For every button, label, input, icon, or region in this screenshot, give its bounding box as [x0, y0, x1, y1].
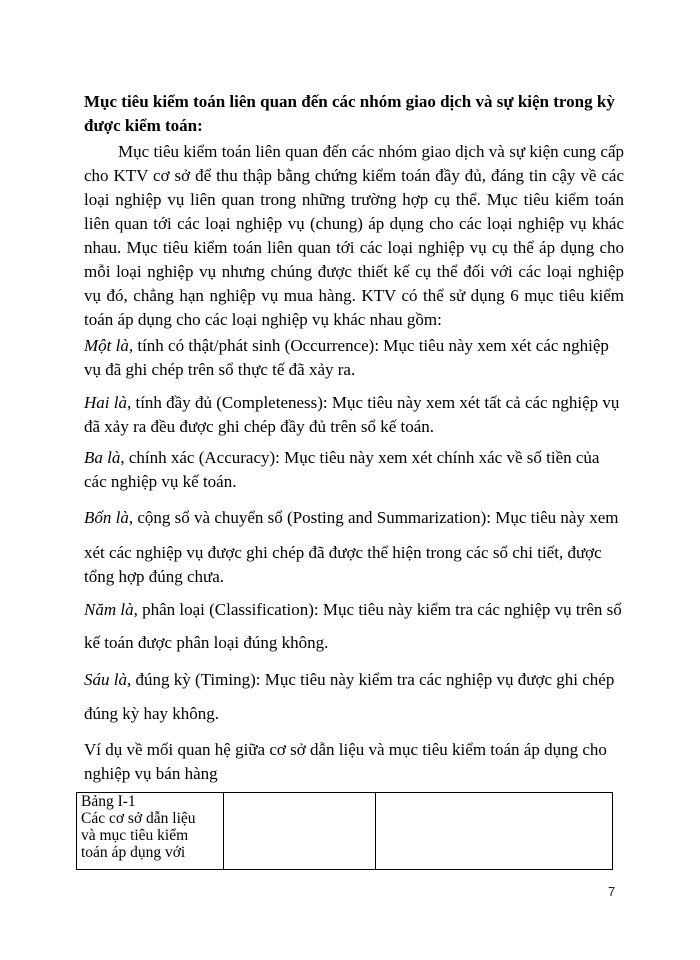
objective-3: [84, 446, 624, 494]
objective-1-text: tính có thật/phát sinh (Occurrence): Mục tiêu này xem xét các nghiệp vụ đã ghi chép trên sổ thực tế đã xảy ra.: [84, 336, 609, 379]
table-cell-empty: [376, 793, 613, 870]
objective-5-continuation: kế toán được phân loại đúng không.: [84, 633, 329, 652]
section-heading: Mục tiêu kiểm toán liên quan đến các nhóm giao dịch và sự kiện trong kỳ được kiểm toán:: [84, 92, 615, 135]
assertions-table: [76, 792, 613, 870]
objective-4: [84, 506, 624, 530]
objective-5-text: phân loại (Classification): Mục tiêu này kiểm tra các nghiệp vụ trên sổ: [137, 600, 622, 619]
example-paragraph: Ví dụ về mối quan hệ giữa cơ sở dẫn liệu và mục tiêu kiểm toán áp dụng cho nghiệp vụ bán hàng: [84, 740, 607, 783]
objective-6-text: đúng kỳ (Timing): Mục tiêu này kiểm tra các nghiệp vụ được ghi chép: [131, 670, 615, 689]
objective-2-label: Hai là,: [84, 393, 132, 412]
objective-6-continuation: đúng kỳ hay không.: [84, 704, 220, 723]
objective-2: [84, 391, 624, 439]
objective-5: [84, 598, 624, 622]
objective-2-text: tính đầy đủ (Completeness): Mục tiêu này xem xét tất cả các nghiệp vụ đã xảy ra đều được ghi chép đầy đủ trên sổ kế toán.: [84, 393, 620, 436]
table-caption-line: Các cơ sở dẫn liệu: [81, 810, 196, 827]
objective-4-continuation: xét các nghiệp vụ được ghi chép đã được thể hiện trong các sổ chi tiết, được tổng hợp đúng chưa.: [84, 543, 602, 586]
objective-4-label: Bốn là,: [84, 508, 134, 527]
page-number: 7: [608, 884, 616, 899]
objective-1: [84, 334, 624, 382]
table-cell-empty: [224, 793, 376, 870]
intro-paragraph: Mục tiêu kiểm toán liên quan đến các nhóm giao dịch và sự kiện cung cấp cho KTV cơ sở để thu thập bằng chứng kiểm toán đầy đủ, đáng tin cậy về các loại nghiệp vụ liên quan trong những trường hợp cụ thể. Mục tiêu kiểm toán liên quan tới các loại nghiệp vụ (chung) áp dụng cho các loại nghiệp vụ khác nhau. Mục tiêu kiểm toán liên quan tới các loại nghiệp vụ cụ thể áp dụng cho mỗi loại nghiệp vụ nhưng chúng được thiết kế cụ thể đối với các loại nghiệp vụ đó, chẳng hạn nghiệp vụ mua hàng. KTV có thể sử dụng 6 mục tiêu kiểm toán áp dụng cho các loại nghiệp vụ khác nhau gồm:: [84, 142, 624, 329]
objective-3-label: Ba là: [84, 448, 121, 467]
objective-4-text: cộng sổ và chuyển sổ (Posting and Summarization): Mục tiêu này xem: [133, 508, 619, 527]
table-caption-line: và mục tiêu kiểm: [81, 827, 189, 844]
objective-3-text: , chính xác (Accuracy): Mục tiêu này xem xét chính xác về số tiền của các nghiệp vụ kế toán.: [84, 448, 600, 491]
table-caption-line: toán áp dụng với: [81, 844, 186, 861]
objective-5-label: Năm là,: [84, 600, 138, 619]
objective-1-label: Một là,: [84, 336, 134, 355]
objective-6: [84, 668, 624, 692]
objective-6-label: Sáu là,: [84, 670, 132, 689]
table-cell-caption: [77, 793, 224, 870]
table-row: [77, 793, 613, 870]
table-caption-line: Bảng I-1: [81, 793, 136, 810]
